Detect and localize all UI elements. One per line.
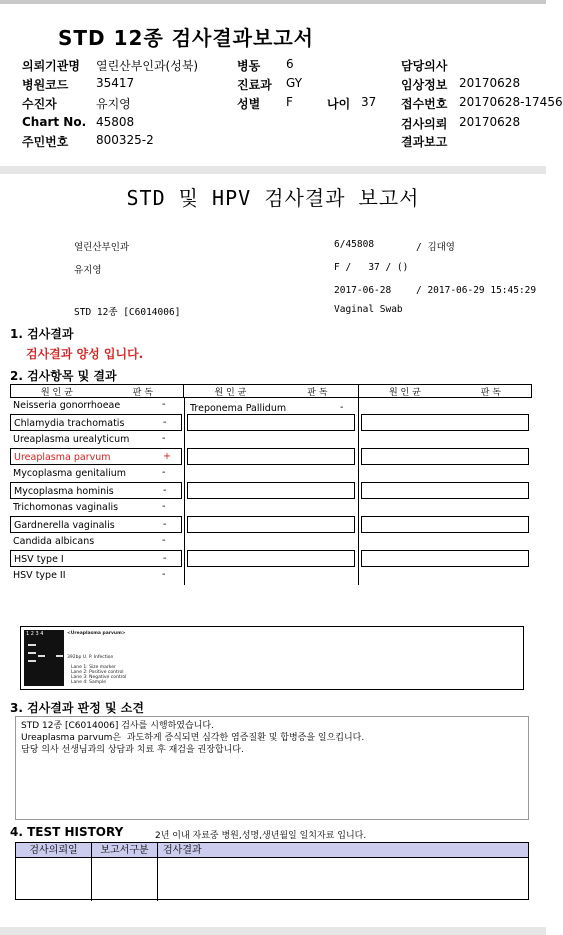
empty-result-box <box>361 516 529 533</box>
header-organism-2: 원 인 균 <box>214 387 247 398</box>
gel-image <box>24 630 64 686</box>
label-doctor: 담당의사 <box>401 59 448 73</box>
value-ward: 6 <box>286 57 294 71</box>
opinion-box <box>15 716 529 820</box>
organism-row <box>10 465 182 482</box>
organism-result: - <box>162 535 166 546</box>
empty-result-box <box>361 482 529 499</box>
organism-name: Neisseria gonorrhoeae <box>13 400 121 411</box>
history-col-request-date: 검사의뢰일 <box>16 843 91 858</box>
info-report-date: / 2017-06-29 15:45:29 <box>416 285 537 296</box>
gel-lane-numbers: 1 2 3 4 <box>26 631 44 637</box>
document-title: STD 12종 검사결과보고서 <box>58 26 314 50</box>
organism-list <box>10 397 182 584</box>
organism-row <box>10 448 182 465</box>
gel-legend-3: Lane 3: Negative control <box>71 675 127 680</box>
report-title: STD 및 HPV 검사결과 보고서 <box>126 186 420 210</box>
label-institution: 의뢰기관명 <box>22 59 80 73</box>
gel-band <box>28 644 36 646</box>
organism-row <box>10 567 182 584</box>
items-table-header <box>10 384 532 398</box>
gel-band <box>28 652 36 654</box>
organism-row <box>10 482 182 499</box>
label-department: 진료과 <box>237 78 272 92</box>
organism-result: - <box>163 519 167 530</box>
value-hospital-code: 35417 <box>96 76 135 90</box>
info-doctor: / 김대영 <box>416 242 455 253</box>
organism-row <box>10 533 182 550</box>
empty-result-box <box>187 550 355 567</box>
organism-name: Ureaplasma parvum <box>14 452 111 463</box>
organism-row <box>10 499 182 516</box>
label-patient: 수진자 <box>22 97 57 111</box>
empty-result-box <box>361 414 529 431</box>
result-positive-text: 검사결과 양성 입니다. <box>26 347 144 361</box>
organism-name: HSV type II <box>13 570 66 581</box>
gel-legend-4: Lane 4: Sample <box>71 680 106 685</box>
opinion-line-3: 담당 의사 선생님과의 상담과 치료 후 재검을 권장합니다. <box>21 745 244 755</box>
organism-row <box>10 431 182 448</box>
info-chart-no: 6/45808 <box>334 239 375 250</box>
organism-row <box>10 397 182 414</box>
organism-result: - <box>162 501 166 512</box>
label-receipt-no: 접수번호 <box>401 97 448 111</box>
label-result-report: 결과보고 <box>401 135 448 149</box>
label-age: 나이 <box>327 97 351 111</box>
info-patient: 유지영 <box>74 265 102 276</box>
bottom-border <box>0 927 546 935</box>
organism-result: + <box>163 451 171 462</box>
column-divider <box>184 397 185 585</box>
organism-treponema: Treponema Pallidum <box>190 403 287 414</box>
value-department: GY <box>286 76 303 90</box>
header-judgement-2: 판 독 <box>307 387 328 398</box>
header-organism-1: 원 인 균 <box>40 387 73 398</box>
label-chart-no: Chart No. <box>22 115 87 129</box>
history-col-result: 검사결과 <box>158 843 528 858</box>
gel-band <box>56 655 63 657</box>
header-judgement-1: 판 독 <box>132 387 154 398</box>
empty-result-box <box>187 482 355 499</box>
opinion-line-1: STD 12종 [C6014006] 검사를 시행하였습니다. <box>21 721 214 731</box>
organism-result: - <box>163 485 167 496</box>
empty-result-box <box>187 516 355 533</box>
value-request-date: 20170628 <box>459 115 521 129</box>
history-col-report-type: 보고서구분 <box>92 843 157 858</box>
label-resident-no: 주민번호 <box>22 135 69 149</box>
value-clinical-info: 20170628 <box>459 76 521 90</box>
organism-name: Mycoplasma hominis <box>14 486 114 497</box>
empty-result-box <box>187 414 355 431</box>
organism-result: - <box>162 433 166 444</box>
organism-result: - <box>162 399 166 410</box>
top-border <box>0 0 546 4</box>
organism-name: Gardnerella vaginalis <box>14 520 115 531</box>
info-specimen: Vaginal Swab <box>334 304 403 315</box>
history-note: 2년 이내 자료중 병원,성명,생년월일 일치자료 입니다. <box>155 831 367 841</box>
gel-band-label: 392bp U. P. Infection <box>67 655 114 660</box>
organism-row <box>10 414 182 431</box>
opinion-line-2: Ureaplasma parvum은 과도하게 증식되면 심각한 염증질환 및 합병증을 일으킵니다. <box>21 733 365 743</box>
empty-result-box <box>361 448 529 465</box>
label-hospital-code: 병원코드 <box>22 78 69 92</box>
value-age: 37 <box>361 95 377 109</box>
header-judgement-3: 판 독 <box>480 387 502 398</box>
organism-row <box>10 516 182 533</box>
organism-name: Candida albicans <box>13 536 95 547</box>
value-resident-no: 800325-2 <box>96 133 154 147</box>
column-divider <box>358 397 359 585</box>
value-sex: F <box>286 95 293 109</box>
label-ward: 병동 <box>237 59 261 73</box>
value-institution: 열린산부인과(성북) <box>96 59 199 73</box>
section-opinion-heading: 3. 검사결과 판정 및 소견 <box>10 701 144 715</box>
organism-name: Ureaplasma urealyticum <box>13 434 130 445</box>
section-history-heading: 4. TEST HISTORY <box>10 825 124 839</box>
gel-band <box>28 660 36 662</box>
empty-result-box <box>187 448 355 465</box>
organism-row <box>10 550 182 567</box>
organism-name: HSV type I <box>14 554 64 565</box>
value-receipt-no: 20170628-17456 <box>459 95 563 109</box>
header-organism-3: 원 인 균 <box>388 387 421 398</box>
organism-name: Trichomonas vaginalis <box>13 502 119 513</box>
info-sex-age: F / 37 / () <box>334 262 409 273</box>
gel-title: <Ureaplasma parvum> <box>67 631 126 636</box>
section-items-heading: 2. 검사항목 및 결과 <box>10 369 117 383</box>
gel-legend-1: Lane 1: Size marker <box>71 665 116 670</box>
organism-name: Chlamydia trachomatis <box>14 418 125 429</box>
empty-result-box <box>361 550 529 567</box>
label-clinical-info: 임상정보 <box>401 78 448 92</box>
value-patient: 유지영 <box>96 97 131 111</box>
info-hospital: 열린산부인과 <box>74 242 130 253</box>
section-divider <box>0 166 546 174</box>
gel-legend-2: Lane 2: Positive control <box>71 670 124 675</box>
organism-result: - <box>162 569 166 580</box>
gel-band <box>38 655 45 657</box>
section-result-heading: 1. 검사결과 <box>10 327 74 341</box>
info-request-date: 2017-06-28 <box>334 285 392 296</box>
organism-result: - <box>162 467 166 478</box>
info-test-name: STD 12종 [C6014006] <box>74 307 181 318</box>
gel-electrophoresis-figure <box>20 626 524 690</box>
organism-result: - <box>163 553 167 564</box>
label-sex: 성별 <box>237 97 261 111</box>
value-chart-no: 45808 <box>96 115 135 129</box>
test-history-table <box>15 842 529 900</box>
organism-name: Mycoplasma genitalium <box>13 468 127 479</box>
label-request-date: 검사의뢰 <box>401 117 448 131</box>
organism-result: - <box>163 417 167 428</box>
result-treponema: - <box>340 402 344 413</box>
